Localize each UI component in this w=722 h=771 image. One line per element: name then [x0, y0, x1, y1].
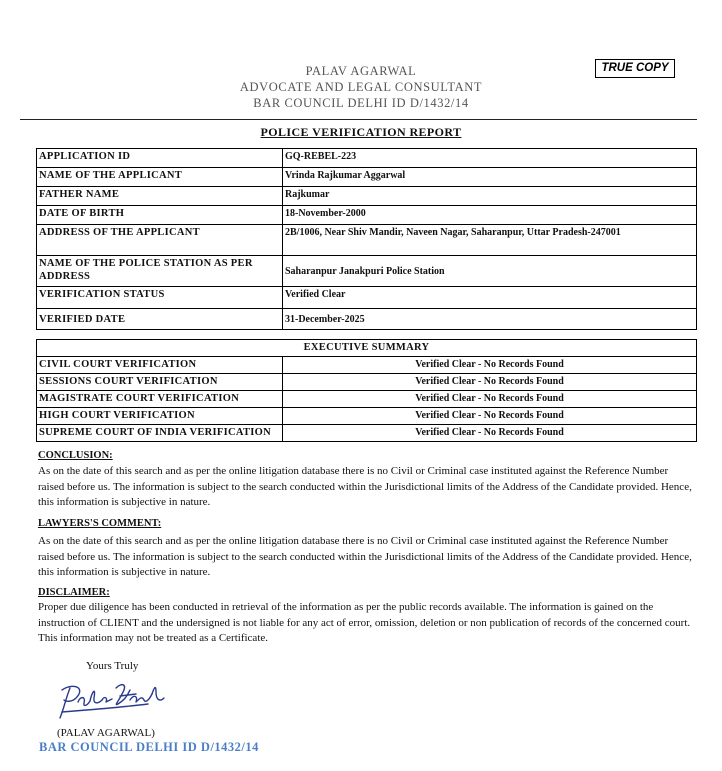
table-row [37, 408, 697, 425]
advocate-bar-id: BAR COUNCIL DELHI ID D/1432/14 [253, 96, 469, 110]
summary-title: EXECUTIVE SUMMARY [37, 340, 697, 357]
true-copy-stamp: TRUE COPY [595, 59, 675, 78]
summary-label: CIVIL COURT VERIFICATION [37, 357, 283, 374]
signatory-name: (PALAV AGARWAL) [57, 727, 155, 739]
signatory-bar-id: BAR COUNCIL DELHI ID D/1432/14 [39, 740, 259, 754]
table-row [37, 391, 697, 408]
summary-label: HIGH COURT VERIFICATION [37, 408, 283, 425]
table-row [37, 374, 697, 391]
detail-value: 2B/1006, Near Shiv Mandir, Naveen Nagar, Saharanpur, Uttar Pradesh-247001 [283, 225, 697, 256]
disclaimer-text: Proper due diligence has been conducted in retrieval of the information as per the public records available. The information is gained on the instruction of CLIENT and the undersigned is not liable for any act of error, omission, deletion or non publication of records of the concerned court. This information may not be treated as a Certificate. [38, 601, 691, 644]
header-divider [20, 119, 697, 120]
advocate-designation: ADVOCATE AND LEGAL CONSULTANT [239, 80, 483, 94]
summary-label: SUPREME COURT OF INDIA VERIFICATION [37, 425, 283, 442]
detail-label: DATE OF BIRTH [37, 206, 283, 225]
executive-summary-table [36, 339, 697, 442]
summary-value: Verified Clear - No Records Found [283, 391, 697, 408]
table-row [37, 256, 697, 287]
closing-salutation: Yours Truly [86, 660, 139, 672]
table-header-row [37, 340, 697, 357]
detail-value: 31-December-2025 [283, 309, 697, 330]
table-row [37, 187, 697, 206]
applicant-details-table [36, 148, 697, 330]
summary-value: Verified Clear - No Records Found [283, 408, 697, 425]
table-row [37, 309, 697, 330]
lawyers-comment-heading: LAWYERS'S COMMENT: [38, 518, 162, 529]
advocate-name: PALAV AGARWAL [305, 64, 417, 78]
detail-label: ADDRESS OF THE APPLICANT [37, 225, 283, 256]
table-row [37, 357, 697, 374]
detail-label: VERIFIED DATE [37, 309, 283, 330]
detail-label: NAME OF THE POLICE STATION AS PER ADDRESS [37, 256, 283, 287]
table-row [37, 168, 697, 187]
detail-label: APPLICATION ID [37, 149, 283, 168]
table-row [37, 149, 697, 168]
table-row [37, 287, 697, 309]
signature-image [56, 680, 166, 722]
detail-value: Saharanpur Janakpuri Police Station [283, 256, 697, 287]
detail-value: GQ-REBEL-223 [283, 149, 697, 168]
conclusion-text: As on the date of this search and as per the online litigation database there is no Civil or Criminal case instituted against the Reference Number raised before us. The information is subject to the search conducted within the Jurisdictional limits of the Address of the Candidate provided. Hence, this information is subjective in nature. [38, 465, 692, 508]
lawyers-comment-text: As on the date of this search and as per the online litigation database there is no Civil or Criminal case instituted against the Reference Number raised before us. The information is subject to the search conducted within the Jurisdictional limits of the Address of the Candidate provided. Hence, this information is subjective in nature. [38, 535, 692, 578]
detail-value: Vrinda Rajkumar Aggarwal [283, 168, 697, 187]
detail-value: Verified Clear [283, 287, 697, 309]
report-title: POLICE VERIFICATION REPORT [260, 125, 462, 139]
detail-label: VERIFICATION STATUS [37, 287, 283, 309]
disclaimer-heading: DISCLAIMER: [38, 587, 110, 598]
conclusion-heading: CONCLUSION: [38, 450, 113, 461]
detail-value: Rajkumar [283, 187, 697, 206]
summary-value: Verified Clear - No Records Found [283, 357, 697, 374]
table-row [37, 206, 697, 225]
detail-label: FATHER NAME [37, 187, 283, 206]
summary-label: MAGISTRATE COURT VERIFICATION [37, 391, 283, 408]
summary-label: SESSIONS COURT VERIFICATION [37, 374, 283, 391]
table-row [37, 425, 697, 442]
detail-label: NAME OF THE APPLICANT [37, 168, 283, 187]
table-row [37, 225, 697, 256]
summary-value: Verified Clear - No Records Found [283, 374, 697, 391]
detail-value: 18-November-2000 [283, 206, 697, 225]
summary-value: Verified Clear - No Records Found [283, 425, 697, 442]
